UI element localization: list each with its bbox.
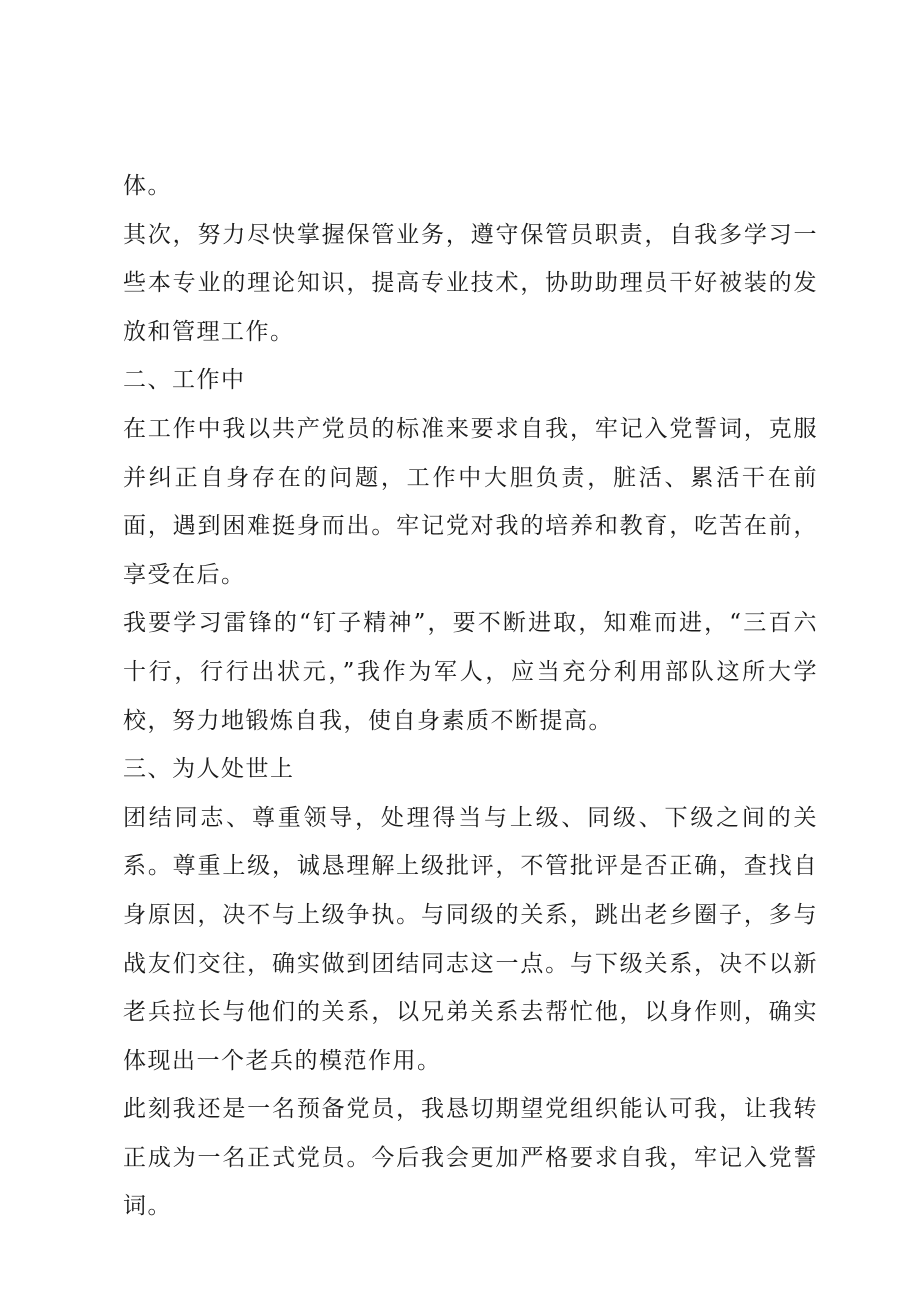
section-heading-work: 二、工作中 [123,367,246,394]
paragraph-secondly: 其次，努力尽快掌握保管业务，遵守保管员职责，自我多学习一些本专业的理论知识，提高专业技术，协助助理员干好被装的发放和管理工作。 [123,221,818,345]
paragraph-conduct: 团结同志、尊重领导，处理得当与上级、同级、下级之间的关系。尊重上级，诚恳理解上级批评，不管批评是否正确，查找自身原因，决不与上级争执。与同级的关系，跳出老乡圈子，多与战友们交往，确实做到团结同志这一点。与下级关系，决不以新老兵拉长与他们的关系，以兄弟关系去帮忙他，以身作则，确实体现出一个老兵的模范作用。 [123,804,818,1074]
section-heading-conduct: 三、为人处世上 [123,756,295,783]
paragraph-continuation: 体。 [123,173,172,199]
document-body [123,162,818,1231]
paragraph-work-standard: 在工作中我以共产党员的标准来要求自我，牢记入党誓词，克服并纠正自身存在的问题，工作中大胆负责，脏活、累活干在前面，遇到困难挺身而出。牢记党对我的培养和教育，吃苦在前，享受在后。 [123,415,818,588]
paragraph-closing: 此刻我还是一名预备党员，我恳切期望党组织能认可我，让我转正成为一名正式党员。今后我会更加严格要求自我，牢记入党誓词。 [123,1096,818,1220]
paragraph-work-leifeng: 我要学习雷锋的“钉子精神”，要不断进取，知难而进，“三百六十行，行行出状元，”我作为军人，应当充分利用部队这所大学校，努力地锻炼自我，使自身素质不断提高。 [123,610,818,734]
